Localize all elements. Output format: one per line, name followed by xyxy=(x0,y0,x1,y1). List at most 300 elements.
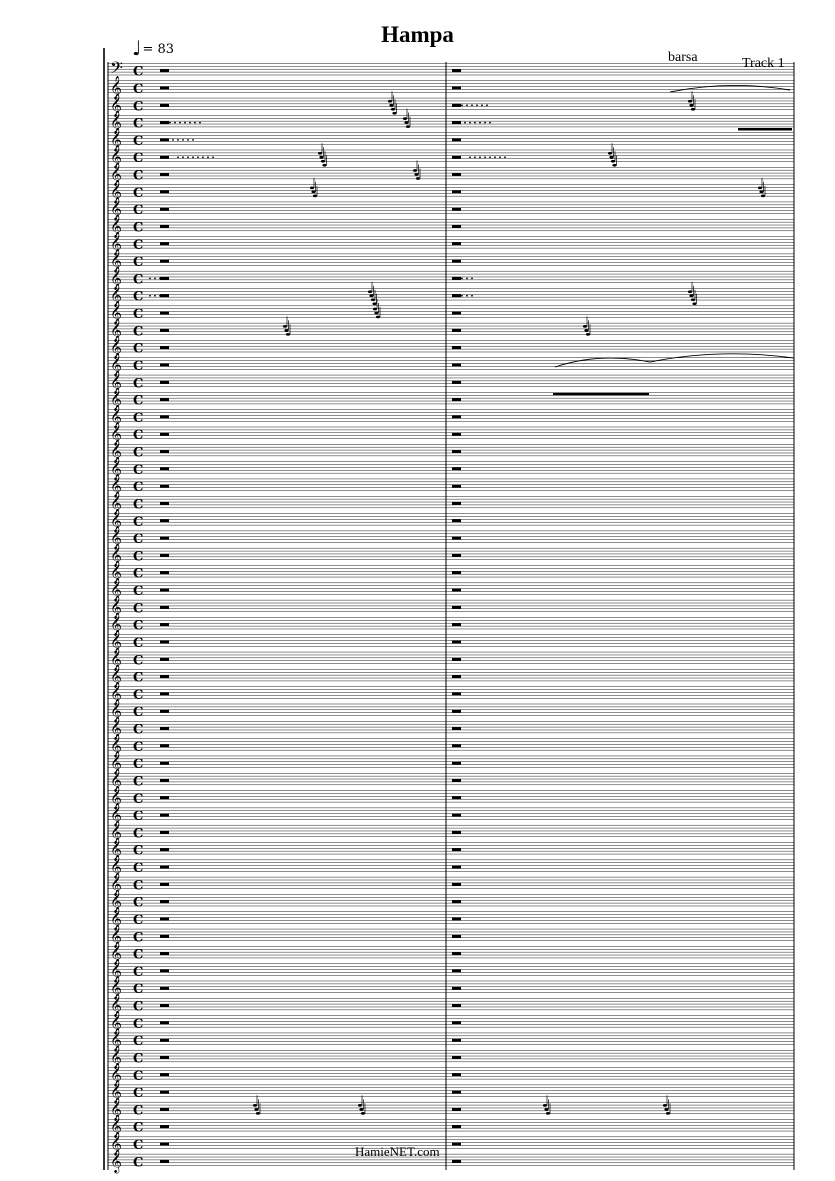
note-head xyxy=(609,156,613,159)
rhythm-dot xyxy=(192,156,194,158)
note-head xyxy=(391,108,395,111)
rest xyxy=(160,692,169,695)
rhythm-dot xyxy=(154,295,156,297)
time-signature: C xyxy=(133,1016,144,1032)
note-head xyxy=(759,190,763,193)
rest xyxy=(160,485,169,488)
rhythm-dot xyxy=(471,104,473,106)
rhythm-dot xyxy=(489,156,491,158)
rhythm-dot xyxy=(197,156,199,158)
rest xyxy=(452,935,461,938)
rhythm-dot xyxy=(461,295,463,297)
treble-clef: 𝄞 xyxy=(110,784,122,809)
note-head xyxy=(284,329,288,332)
rest xyxy=(452,589,461,592)
time-signature: C xyxy=(133,878,144,894)
rest xyxy=(452,519,461,522)
note-head xyxy=(692,302,696,305)
treble-clef: 𝄞 xyxy=(110,144,122,169)
rest xyxy=(452,779,461,782)
treble-clef: 𝄞 xyxy=(110,403,122,428)
treble-clef: 𝄞 xyxy=(110,178,122,203)
rest xyxy=(160,779,169,782)
rest xyxy=(452,606,461,609)
rhythm-dot xyxy=(177,156,179,158)
note-head xyxy=(371,298,375,301)
rhythm-dot xyxy=(481,104,483,106)
rest xyxy=(452,225,461,228)
time-signature: C xyxy=(133,618,144,634)
rest xyxy=(160,1039,169,1042)
treble-clef: 𝄞 xyxy=(110,455,122,480)
treble-clef: 𝄞 xyxy=(110,1009,122,1034)
treble-clef: 𝄞 xyxy=(110,611,122,636)
treble-clef: 𝄞 xyxy=(110,525,122,550)
rest xyxy=(160,346,169,349)
rest xyxy=(160,86,169,89)
rhythm-dot xyxy=(169,122,171,124)
treble-clef: 𝄞 xyxy=(110,923,122,948)
rest xyxy=(160,381,169,384)
time-signature: C xyxy=(133,81,144,97)
treble-clef: 𝄞 xyxy=(110,888,122,913)
rest xyxy=(160,173,169,176)
note-head xyxy=(403,117,407,120)
rest xyxy=(452,675,461,678)
rest xyxy=(452,762,461,765)
treble-clef: 𝄞 xyxy=(110,282,122,307)
time-signature: C xyxy=(133,947,144,963)
rhythm-dot xyxy=(494,156,496,158)
rest xyxy=(452,502,461,505)
time-signature: C xyxy=(133,861,144,877)
rhythm-dot xyxy=(504,156,506,158)
note-head xyxy=(321,160,325,163)
time-signature: C xyxy=(133,480,144,496)
treble-clef: 𝄞 xyxy=(110,1148,122,1173)
rhythm-dot xyxy=(466,295,468,297)
note-head xyxy=(691,298,695,301)
note-head xyxy=(543,1104,547,1107)
rest xyxy=(160,294,169,297)
beam xyxy=(738,128,792,131)
note-head xyxy=(584,329,588,332)
rhythm-dot xyxy=(179,122,181,124)
rest xyxy=(452,415,461,418)
rest xyxy=(160,277,169,280)
time-signature: C xyxy=(133,584,144,600)
rhythm-dot xyxy=(479,156,481,158)
rest xyxy=(452,1108,461,1111)
rest xyxy=(160,467,169,470)
rhythm-dot xyxy=(469,122,471,124)
time-signature: C xyxy=(133,462,144,478)
treble-clef: 𝄞 xyxy=(110,628,122,653)
treble-clef: 𝄞 xyxy=(110,698,122,723)
rhythm-dot xyxy=(159,295,161,297)
rest xyxy=(452,814,461,817)
time-signature: C xyxy=(133,774,144,790)
treble-clef: 𝄞 xyxy=(110,213,122,238)
rest xyxy=(160,1108,169,1111)
note-head xyxy=(612,164,616,167)
time-signature: C xyxy=(133,964,144,980)
rest xyxy=(452,381,461,384)
rest xyxy=(452,917,461,920)
rest xyxy=(160,260,169,263)
rest xyxy=(452,329,461,332)
note-head xyxy=(389,104,393,107)
note-head xyxy=(374,312,378,315)
rest xyxy=(452,467,461,470)
rhythm-dot xyxy=(159,278,161,280)
rhythm-dot xyxy=(172,139,174,141)
note-head xyxy=(689,104,693,107)
rest xyxy=(160,1160,169,1163)
treble-clef: 𝄞 xyxy=(110,1113,122,1138)
rhythm-dot xyxy=(154,278,156,280)
rest xyxy=(160,658,169,661)
rest xyxy=(160,450,169,453)
time-signature: C xyxy=(133,1051,144,1067)
treble-clef: 𝄞 xyxy=(110,1061,122,1086)
treble-clef: 𝄞 xyxy=(110,248,122,273)
time-signature: C xyxy=(133,428,144,444)
rest xyxy=(452,277,461,280)
time-signature: C xyxy=(133,999,144,1015)
beam xyxy=(553,393,649,396)
rest xyxy=(160,329,169,332)
rest xyxy=(160,225,169,228)
note-head xyxy=(368,290,372,293)
treble-clef: 𝄞 xyxy=(110,577,122,602)
time-signature: C xyxy=(133,895,144,911)
note-head xyxy=(392,112,396,115)
treble-clef: 𝄞 xyxy=(110,940,122,965)
rest xyxy=(160,363,169,366)
rest xyxy=(452,312,461,315)
rhythm-dot xyxy=(174,122,176,124)
note-head xyxy=(313,194,317,197)
treble-clef: 𝄞 xyxy=(110,957,122,982)
treble-clef: 𝄞 xyxy=(110,507,122,532)
rest xyxy=(452,866,461,869)
rest xyxy=(160,606,169,609)
rest xyxy=(452,1073,461,1076)
rest xyxy=(452,692,461,695)
time-signature: C xyxy=(133,809,144,825)
rhythm-dot xyxy=(187,156,189,158)
time-signature: C xyxy=(133,220,144,236)
treble-clef: 𝄞 xyxy=(110,715,122,740)
treble-clef: 𝄞 xyxy=(110,334,122,359)
time-signature: C xyxy=(133,255,144,271)
rest xyxy=(160,554,169,557)
rest xyxy=(160,883,169,886)
rest xyxy=(452,173,461,176)
treble-clef: 𝄞 xyxy=(110,680,122,705)
note-head xyxy=(376,316,380,319)
annotation-track: Track 1 xyxy=(742,56,785,71)
time-signature: C xyxy=(133,203,144,219)
rhythm-dot xyxy=(192,139,194,141)
tie-arc xyxy=(555,358,650,367)
note-head xyxy=(359,1108,363,1111)
rest xyxy=(160,1004,169,1007)
note-head xyxy=(319,156,323,159)
note-head xyxy=(546,1112,550,1115)
note-head xyxy=(369,294,373,297)
time-signature: C xyxy=(133,445,144,461)
note-head xyxy=(664,1108,668,1111)
treble-clef: 𝄞 xyxy=(110,1044,122,1069)
note-head xyxy=(611,160,615,163)
rest xyxy=(452,883,461,886)
time-signature: C xyxy=(133,1120,144,1136)
rhythm-dot xyxy=(184,122,186,124)
rest xyxy=(452,796,461,799)
rhythm-dot xyxy=(471,295,473,297)
rhythm-dot xyxy=(459,122,461,124)
time-signature: C xyxy=(133,566,144,582)
rest xyxy=(160,537,169,540)
treble-clef: 𝄞 xyxy=(110,767,122,792)
treble-clef: 𝄞 xyxy=(110,126,122,151)
note-head xyxy=(404,121,408,124)
rest xyxy=(160,710,169,713)
rest xyxy=(160,104,169,107)
rest xyxy=(160,1143,169,1146)
treble-clef: 𝄞 xyxy=(110,992,122,1017)
rest xyxy=(452,969,461,972)
annotation-barsa: barsa xyxy=(668,50,698,65)
rhythm-dot xyxy=(461,278,463,280)
rhythm-dot xyxy=(182,156,184,158)
rest xyxy=(160,796,169,799)
rest xyxy=(452,294,461,297)
treble-clef: 𝄞 xyxy=(110,92,122,117)
note-head xyxy=(414,173,418,176)
rest xyxy=(452,346,461,349)
rest xyxy=(160,1073,169,1076)
rhythm-dot xyxy=(207,156,209,158)
note-head xyxy=(310,186,314,189)
rest xyxy=(160,571,169,574)
note-head xyxy=(688,100,692,103)
time-signature: C xyxy=(133,376,144,392)
time-signature: C xyxy=(133,133,144,149)
rhythm-dot xyxy=(177,139,179,141)
rhythm-dot xyxy=(187,139,189,141)
treble-clef: 𝄞 xyxy=(110,196,122,221)
note-head xyxy=(761,194,765,197)
rest xyxy=(160,900,169,903)
rest xyxy=(160,952,169,955)
time-signature: C xyxy=(133,601,144,617)
time-signature: C xyxy=(133,307,144,323)
treble-clef: 𝄞 xyxy=(110,490,122,515)
treble-clef: 𝄞 xyxy=(110,369,122,394)
treble-clef: 𝄞 xyxy=(110,1079,122,1104)
time-signature: C xyxy=(133,982,144,998)
rest xyxy=(160,502,169,505)
tempo-value: = 83 xyxy=(142,42,175,57)
rest xyxy=(452,1143,461,1146)
rhythm-dot xyxy=(199,122,201,124)
treble-clef: 𝄞 xyxy=(110,351,122,376)
rest xyxy=(452,242,461,245)
rhythm-dot xyxy=(486,104,488,106)
time-signature: C xyxy=(133,1155,144,1171)
time-signature: C xyxy=(133,116,144,132)
treble-clef: 𝄞 xyxy=(110,819,122,844)
rest xyxy=(160,1125,169,1128)
time-signature: C xyxy=(133,514,144,530)
time-signature: C xyxy=(133,757,144,773)
time-signature: C xyxy=(133,151,144,167)
time-signature: C xyxy=(133,670,144,686)
rest xyxy=(160,415,169,418)
time-signature: C xyxy=(133,185,144,201)
rest xyxy=(160,814,169,817)
rest xyxy=(160,987,169,990)
rest xyxy=(452,260,461,263)
note-head xyxy=(358,1104,362,1107)
rest xyxy=(160,969,169,972)
treble-clef: 𝄞 xyxy=(110,230,122,255)
time-signature: C xyxy=(133,791,144,807)
rest xyxy=(160,623,169,626)
note-head xyxy=(663,1104,667,1107)
rest xyxy=(452,987,461,990)
rhythm-dot xyxy=(149,295,151,297)
rest xyxy=(452,190,461,193)
note-head xyxy=(388,100,392,103)
rest xyxy=(452,1125,461,1128)
note-head xyxy=(283,325,287,328)
rest xyxy=(452,1039,461,1042)
rhythm-dot xyxy=(182,139,184,141)
time-signature: C xyxy=(133,722,144,738)
rest xyxy=(452,450,461,453)
treble-clef: 𝄞 xyxy=(110,559,122,584)
note-head xyxy=(583,325,587,328)
note-head xyxy=(318,152,322,155)
time-signature: C xyxy=(133,1086,144,1102)
treble-clef: 𝄞 xyxy=(110,1131,122,1156)
note-head xyxy=(254,1108,258,1111)
rhythm-dot xyxy=(464,122,466,124)
rest xyxy=(160,190,169,193)
treble-clef: 𝄞 xyxy=(110,1027,122,1052)
treble-clef: 𝄞 xyxy=(110,473,122,498)
quarter-note-icon: ♩ xyxy=(132,36,142,60)
rest xyxy=(160,866,169,869)
rest xyxy=(160,519,169,522)
time-signature: C xyxy=(133,497,144,513)
bass-clef: 𝄢 xyxy=(110,57,123,82)
time-signature: C xyxy=(133,739,144,755)
footer-credit: HamieNET.com xyxy=(355,1144,440,1159)
time-signature: C xyxy=(133,635,144,651)
note-head xyxy=(406,125,410,128)
note-head xyxy=(758,186,762,189)
time-signature: C xyxy=(133,532,144,548)
treble-clef: 𝄞 xyxy=(110,421,122,446)
treble-clef: 𝄞 xyxy=(110,836,122,861)
rest xyxy=(160,917,169,920)
treble-clef: 𝄞 xyxy=(110,802,122,827)
rest xyxy=(452,571,461,574)
time-signature: C xyxy=(133,653,144,669)
rest xyxy=(452,727,461,730)
rest xyxy=(160,312,169,315)
rest xyxy=(452,398,461,401)
time-signature: C xyxy=(133,912,144,928)
note-head xyxy=(311,190,315,193)
rhythm-dot xyxy=(476,104,478,106)
rest xyxy=(452,138,461,141)
rest xyxy=(452,640,461,643)
rest xyxy=(160,1056,169,1059)
rhythm-dot xyxy=(484,122,486,124)
note-head xyxy=(373,308,377,311)
treble-clef: 𝄞 xyxy=(110,161,122,186)
note-head xyxy=(689,294,693,297)
note-head xyxy=(544,1108,548,1111)
rest xyxy=(452,831,461,834)
treble-clef: 𝄞 xyxy=(110,386,122,411)
time-signature: C xyxy=(133,1068,144,1084)
note-head xyxy=(253,1104,257,1107)
rest xyxy=(160,156,169,159)
rhythm-dot xyxy=(466,278,468,280)
rest xyxy=(452,1056,461,1059)
rhythm-dot xyxy=(212,156,214,158)
rhythm-dot xyxy=(499,156,501,158)
rest xyxy=(452,710,461,713)
treble-clef: 𝄞 xyxy=(110,109,122,134)
treble-clef: 𝄞 xyxy=(110,871,122,896)
rhythm-dot xyxy=(461,104,463,106)
note-head xyxy=(666,1112,670,1115)
treble-clef: 𝄞 xyxy=(110,74,122,99)
treble-clef: 𝄞 xyxy=(110,1096,122,1121)
rest xyxy=(452,1004,461,1007)
rest xyxy=(160,640,169,643)
rest xyxy=(452,1021,461,1024)
rhythm-dot xyxy=(149,278,151,280)
rest xyxy=(160,848,169,851)
time-signature: C xyxy=(133,272,144,288)
treble-clef: 𝄞 xyxy=(110,732,122,757)
treble-clef: 𝄞 xyxy=(110,905,122,930)
rest xyxy=(160,935,169,938)
rest xyxy=(452,623,461,626)
treble-clef: 𝄞 xyxy=(110,854,122,879)
rhythm-dot xyxy=(474,156,476,158)
rest xyxy=(160,589,169,592)
note-head xyxy=(256,1112,260,1115)
rest xyxy=(452,554,461,557)
time-signature: C xyxy=(133,341,144,357)
time-signature: C xyxy=(133,1034,144,1050)
rest xyxy=(160,121,169,124)
rest xyxy=(160,208,169,211)
note-head xyxy=(322,164,326,167)
time-signature: C xyxy=(133,843,144,859)
treble-clef: 𝄞 xyxy=(110,975,122,1000)
